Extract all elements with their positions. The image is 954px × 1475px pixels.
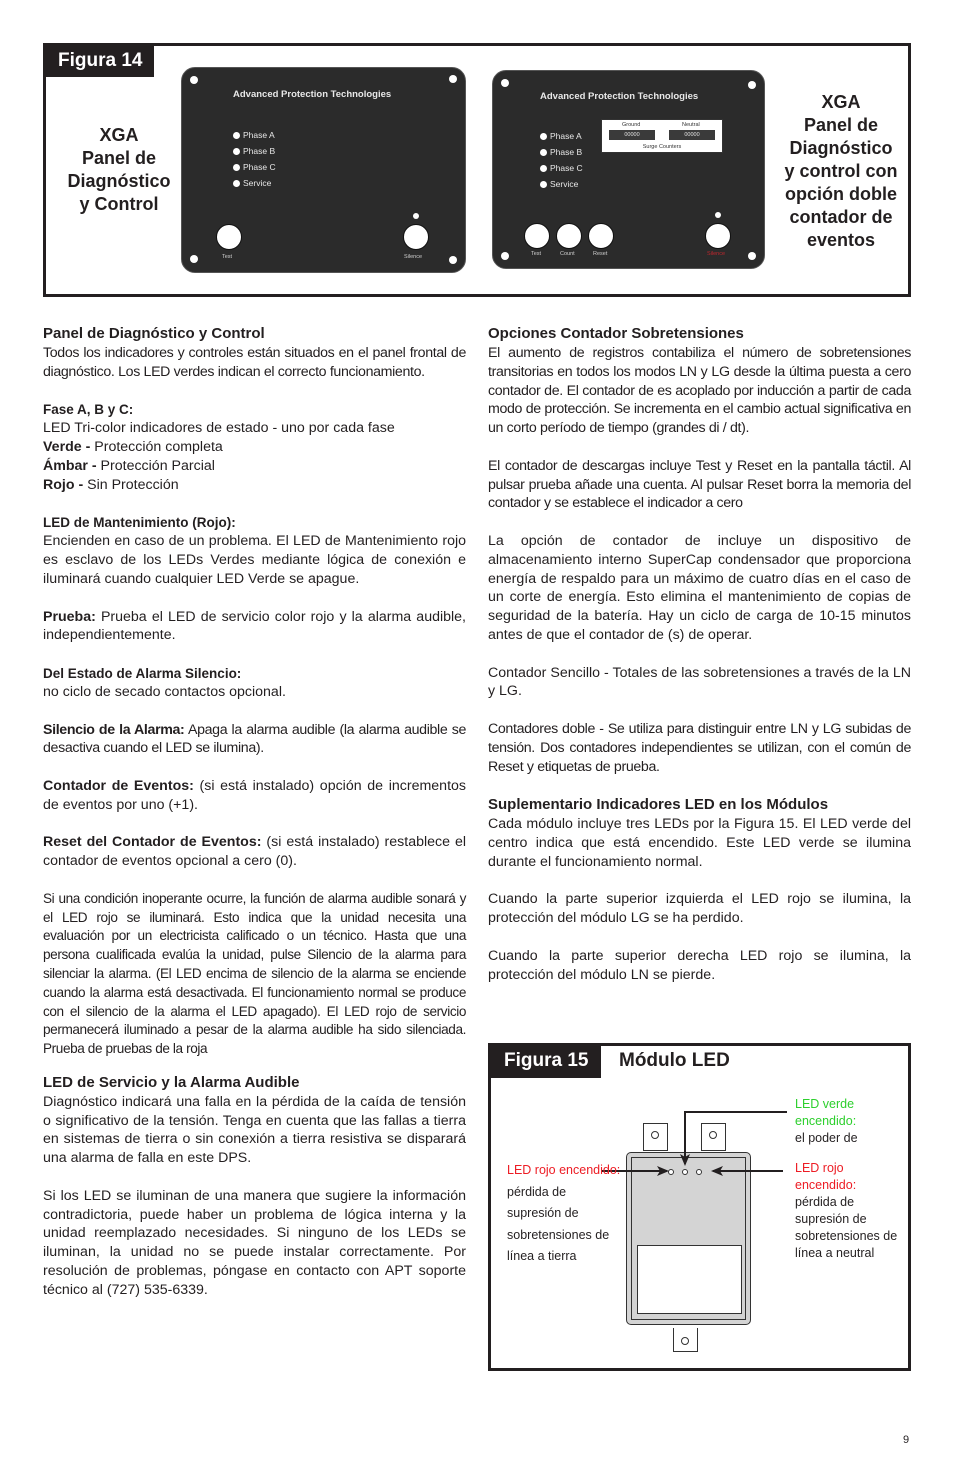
screw-hole-icon: [190, 76, 198, 84]
reset-button: [588, 223, 614, 249]
note-text: pérdida de supresión de sobretensiones de línea a tierra: [507, 1184, 610, 1263]
panel-brand: Advanced Protection Technologies: [540, 91, 699, 102]
subheading: LED de Mantenimiento (Rojo):: [43, 515, 236, 531]
silence-button-label: Silence: [707, 251, 726, 257]
led-icon: [233, 180, 240, 187]
caption-line: y control con: [784, 161, 898, 181]
paragraph: El aumento de registros contabiliza el número de sobretensiones transitorias en todos los modos LN y LG desde la última puesta a cero contador de. El contador de es acoplado por inducción a partir de cada modo de protección. Se incrementa en el cambio actual significativa en un corto período de tiempo (grandes di / dt).: [488, 345, 911, 437]
figure-15: [488, 1043, 911, 1371]
figure-14: [43, 43, 911, 297]
test-button-label: Test: [531, 251, 542, 257]
led-icon: [233, 148, 240, 155]
silence-led-icon: [715, 212, 721, 218]
screw-hole-icon: [190, 255, 198, 263]
paragraph: Si los LED se iluminan de una manera que sugiere la información contradictoria, puede haber un problema de lógica interna y la unidad reemplazado necesidades. Si ninguno de los LEDs se iluminan, la unidad no se puede instalar correctamente. Por resolución de problemas, póngase en contacto con APT soporte técnico al (727) 535-6339.: [43, 1187, 466, 1298]
right-red-led-note: [795, 1160, 905, 1262]
led-label: Phase C: [243, 162, 276, 172]
section-heading: Panel de Diagnóstico y Control: [43, 325, 265, 342]
caption-line: eventos: [806, 230, 876, 250]
led-icon: [540, 149, 547, 156]
paragraph: [43, 833, 466, 871]
diagnostic-panel-single: [181, 67, 466, 273]
right-column: [488, 324, 911, 984]
caption-line: Panel de: [803, 115, 879, 135]
note-colored: LED verde encendido:: [795, 1097, 857, 1128]
paragraph: Contador Sencillo - Totales de las sobretensiones a través de la LN y LG.: [488, 664, 911, 700]
led-icon: [540, 165, 547, 172]
ground-label: Ground: [622, 122, 641, 128]
led-icon: [233, 132, 240, 139]
paragraph: Diagnóstico indicará una falla en la pérdida de la caída de tensión o significativo de la tensión. Tenga en cuenta que las fallas a tierra en sistemas de tierra o sin conexión a tierra resistiva se disparará una alarma de falla en este DPS.: [43, 1093, 466, 1167]
figure-14-caption-right: [771, 91, 911, 252]
paragraph: Todos los indicadores y controles están situados en el panel frontal de diagnóstico. Los LED verdes indican el correcto funcionamiento.: [43, 345, 466, 380]
text: (si está instalado) restablece el contador de eventos opcional a cero (0).: [43, 834, 466, 870]
screw-hole-icon: [449, 256, 457, 264]
label: Ámbar -: [43, 457, 97, 474]
paragraph: Cuando la parte superior izquierda el LED rojo se ilumina, la protección del módulo LG se ha perdido.: [488, 891, 911, 927]
caption-line: XGA: [821, 92, 861, 112]
panel-brand: Advanced Protection Technologies: [233, 89, 392, 100]
label: Reset del Contador de Eventos:: [43, 834, 262, 851]
label: Rojo -: [43, 476, 84, 493]
silence-led-icon: [413, 213, 419, 219]
led-label: Phase B: [550, 147, 583, 157]
paragraph: [43, 608, 466, 646]
paragraph: LED Tri-color indicadores de estado - uno por cada fase: [43, 420, 395, 437]
text: Protección completa: [90, 439, 223, 456]
paragraph: Cada módulo incluye tres LEDs por la Figura 15. El LED verde del centro indica que está encendido. Este LED verde se ilumina durante el funcionamiento normal.: [488, 816, 911, 870]
section-heading: Opciones Contador Sobretensiones: [488, 325, 744, 342]
led-label: Phase B: [243, 146, 276, 156]
figure-15-tag: Figura 15: [491, 1046, 601, 1078]
led-service: [540, 179, 578, 189]
screw-hole-icon: [501, 252, 509, 260]
silence-button: [403, 224, 429, 250]
paragraph: Si una condición inoperante ocurre, la función de alarma audible sonará y el LED rojo se iluminará. Esto indica que la unidad necesita una evaluación por un electricista calificado o un técnico. Hasta que una persona cualificada evalúa la unidad, pulse Silencio de la alarma para silenciar la alarma. (El LED encima de silencio de la alarma se enciende cuando la alarma está desactivada. El funcionamiento normal se produce con el silencio de la alarma el LED apagado). El LED rojo de servicio permanecerá iluminado a pesar de la alarma audible ha sido silenciada. Prueba de pruebas de la roja: [43, 890, 466, 1057]
text: Sin Protección: [83, 476, 179, 493]
surge-counters-title: Surge Counters: [642, 144, 682, 150]
led-icon: [540, 181, 547, 188]
led-label: Service: [243, 178, 272, 188]
text: Apaga la alarma audible (la alarma audible se desactiva cuando el LED se ilumina).: [43, 721, 466, 757]
led-label: Phase A: [243, 130, 275, 140]
label: Prueba:: [43, 608, 96, 625]
text: Protección Parcial: [96, 457, 215, 474]
paragraph: Cuando la parte superior derecha LED rojo se ilumina, la protección del módulo LN se pierde.: [488, 947, 911, 983]
caption-line: Diagnóstico: [67, 171, 171, 191]
led-label: Phase C: [550, 163, 583, 173]
neutral-label: Neutral: [682, 122, 700, 128]
silence-button: [705, 223, 731, 249]
screw-hole-icon: [748, 252, 756, 260]
paragraph: La opción de contador de incluye un dispositivo de almacenamiento interno SuperCap condensador que proporciona energía de respaldo para un máximo de cuatro días en el caso de un corte de energía. Esto elimina el mantenimiento de copias de seguridad de la batería. Hay un ciclo de carga de 10-15 minutos antes de que el contador de (s) de operar.: [488, 532, 911, 643]
caption-line: XGA: [99, 125, 139, 145]
ground-counter-value: 00000: [609, 130, 655, 140]
label: Contador de Eventos:: [43, 777, 194, 794]
test-button-label: Test: [222, 254, 233, 260]
screw-hole-icon: [748, 81, 756, 89]
test-button: [524, 223, 550, 249]
diagnostic-panel-dual-counter: [492, 70, 765, 269]
note-colored: LED rojo encendido:: [795, 1161, 857, 1192]
left-column: [43, 324, 466, 1300]
led-phase-b: [233, 146, 275, 156]
figure-14-caption-left: [54, 124, 184, 216]
neutral-counter-value: 00000: [669, 130, 715, 140]
led-phase-c: [233, 162, 276, 172]
led-label: Phase A: [550, 131, 582, 141]
led-label: Service: [550, 179, 579, 189]
section-heading: Suplementario Indicadores LED en los Módulos: [488, 796, 829, 814]
paragraph: [43, 777, 466, 815]
count-button-label: Count: [560, 251, 575, 257]
paragraph: Contadores doble - Se utiliza para distinguir entre LN y LG subidas de tensión. Dos contadores independientes se utilizan, con el común de Reset y etiquetas de prueba.: [488, 720, 911, 775]
led-phase-b: [540, 147, 582, 157]
paragraph: Encienden en caso de un problema. El LED de Mantenimiento rojo es esclavo de los LEDs Verdes mediante lógica de conexión e iluminará cuando cualquier LED Verde se apague.: [43, 533, 466, 587]
led-phase-c: [540, 163, 583, 173]
caption-line: Diagnóstico: [789, 138, 893, 158]
paragraph: no ciclo de secado contactos opcional.: [43, 683, 286, 700]
led-service: [233, 178, 271, 188]
label: Silencio de la Alarma:: [43, 721, 185, 738]
note-colored: LED rojo encendido:: [507, 1163, 621, 1177]
subheading: Del Estado de Alarma Silencio:: [43, 665, 242, 681]
paragraph: El contador de descargas incluye Test y Reset en la pantalla táctil. Al pulsar prueba añade una cuenta. Al pulsar Reset borra la memoria del contador y se establece el indicador a cero: [488, 457, 911, 512]
text: (si está instalado) opción de incrementos de eventos por uno (+1).: [43, 777, 467, 813]
text: Prueba el LED de servicio color rojo y la alarma audible, independientemente.: [43, 608, 466, 644]
led-icon: [233, 164, 240, 171]
reset-button-label: Reset: [593, 251, 608, 257]
paragraph: [43, 721, 466, 759]
screw-hole-icon: [449, 75, 457, 83]
figure-15-title: Módulo LED: [619, 1050, 730, 1071]
left-red-led-note: [507, 1160, 622, 1268]
caption-line: Panel de: [81, 148, 157, 168]
label: Verde -: [43, 439, 91, 456]
page-number: 9: [903, 1434, 910, 1446]
test-button: [216, 224, 242, 250]
screw-hole-icon: [501, 79, 509, 87]
count-button: [556, 223, 582, 249]
note-text: pérdida de supresión de sobretensiones de línea a neutral: [795, 1195, 898, 1260]
green-led-note: [795, 1096, 905, 1147]
surge-counter-display: [601, 119, 723, 153]
caption-line: y Control: [79, 194, 159, 214]
led-phase-a: [540, 131, 582, 141]
status-line-red: [43, 476, 466, 495]
figure-14-tag: Figura 14: [46, 46, 154, 77]
subheading: Fase A, B y C:: [43, 402, 134, 418]
caption-line: opción doble: [785, 184, 897, 204]
silence-button-label: Silence: [404, 254, 423, 260]
note-text: el poder de: [795, 1131, 858, 1145]
led-phase-a: [233, 130, 275, 140]
led-icon: [540, 133, 547, 140]
section-heading: LED de Servicio y la Alarma Audible: [43, 1073, 300, 1091]
status-line-green: [43, 438, 466, 457]
caption-line: contador de: [789, 207, 893, 227]
status-line-amber: [43, 457, 466, 476]
